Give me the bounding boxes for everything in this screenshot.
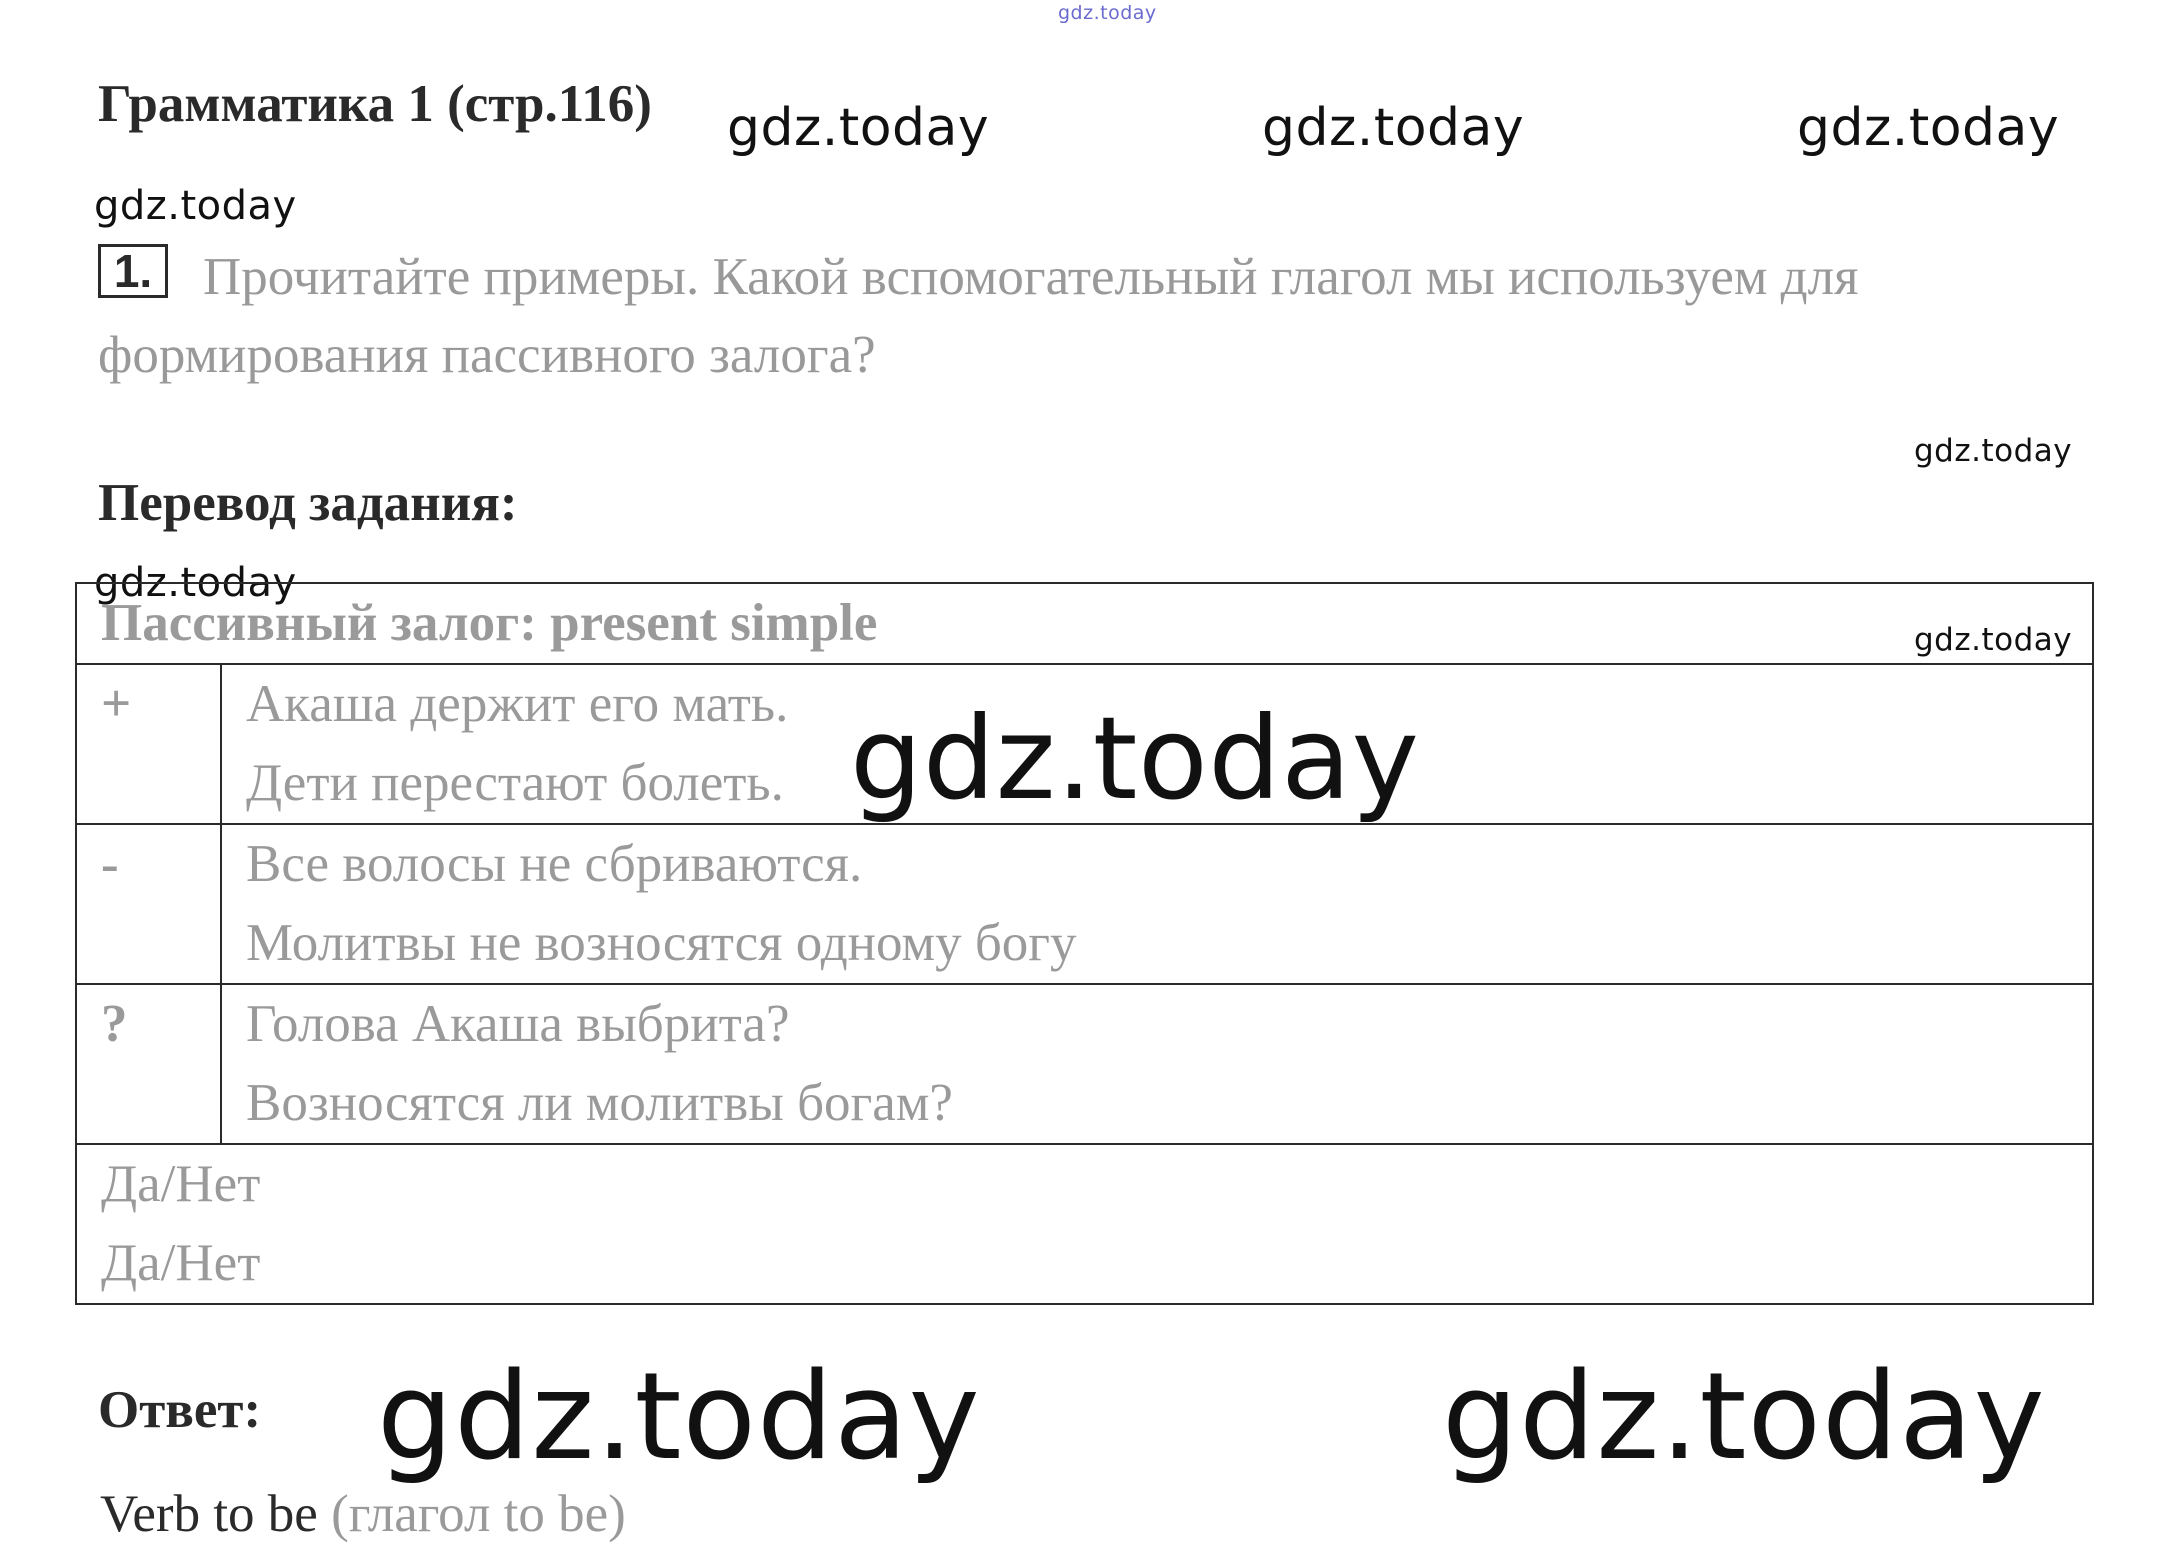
footer-line: Да/Нет	[101, 1234, 261, 1292]
grammar-table	[75, 582, 2094, 1305]
example-sentence: Все волосы не сбриваются.	[246, 835, 863, 893]
table-title: Пассивный залог: present simple	[76, 583, 2093, 664]
sign-positive: +	[76, 664, 221, 824]
table-footer-row	[76, 1144, 2093, 1304]
watermark: gdz.today	[1914, 622, 2073, 658]
task-number-box: 1.	[98, 244, 168, 298]
watermark: gdz.today	[94, 560, 297, 606]
table-footer	[76, 1144, 2093, 1304]
answer-main: Verb to be	[100, 1485, 318, 1543]
sign-question: ?	[76, 984, 221, 1144]
table-row	[76, 824, 2093, 984]
example-sentence: Молитвы не возносятся одному богу	[246, 914, 1077, 972]
watermark: gdz.today	[94, 183, 297, 229]
sign-negative: -	[76, 824, 221, 984]
page-title: Грамматика 1 (стр.116)	[98, 75, 652, 133]
answer-label: Ответ:	[98, 1381, 262, 1439]
watermark: gdz.today	[850, 692, 1420, 825]
task-text: Прочитайте примеры. Какой вспомогательный глагол мы используем для формирования пассивного залога?	[98, 248, 1859, 384]
watermark: gdz.today	[1262, 98, 1525, 158]
watermark: gdz.today	[1058, 2, 1157, 24]
answer-text	[100, 1484, 626, 1544]
watermark: gdz.today	[1914, 433, 2073, 469]
table-row	[76, 984, 2093, 1144]
example-sentence: Акаша держит его мать.	[246, 675, 789, 733]
table-row-content	[221, 824, 2093, 984]
example-sentence: Возносятся ли молитвы богам?	[246, 1074, 953, 1132]
watermark: gdz.today	[1442, 1348, 2046, 1487]
table-row-content	[221, 984, 2093, 1144]
answer-translation: (глагол to be)	[331, 1485, 626, 1543]
example-sentence: Голова Акаша выбрита?	[246, 995, 790, 1053]
translation-title: Перевод задания:	[98, 474, 518, 532]
watermark: gdz.today	[377, 1348, 981, 1487]
watermark: gdz.today	[727, 98, 990, 158]
watermark: gdz.today	[1797, 98, 2060, 158]
footer-line: Да/Нет	[101, 1155, 261, 1213]
table-header-row	[76, 583, 2093, 664]
example-sentence: Дети перестают болеть.	[246, 754, 784, 812]
